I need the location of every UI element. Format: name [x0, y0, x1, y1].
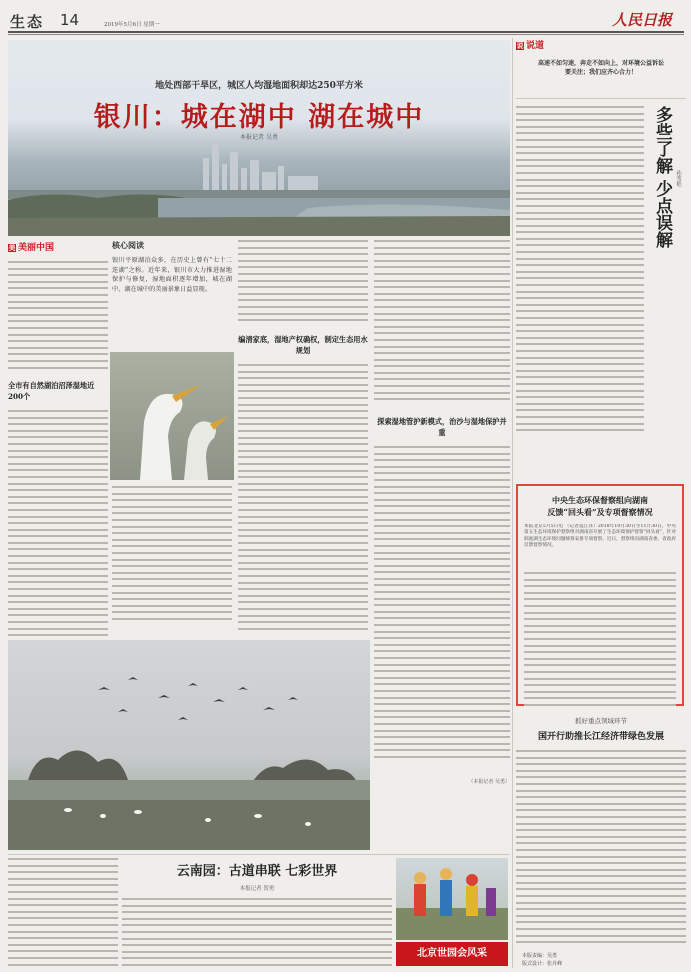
lower-right-story [516, 712, 686, 968]
page-header [0, 0, 691, 36]
sidebar-shuoyuan: 说 说道 高速不如匀速，奔走不如向上，对环境公益诉讼要关注；我们应齐心合力！ 多些了解 少点误解 孙秀艳 [516, 38, 686, 438]
lower-kicker: 抓好重点领域环节 [575, 717, 627, 725]
subhead-1: 全市有自然湖泊沼泽湿地近200个 [8, 381, 95, 401]
middle-column [238, 240, 368, 635]
sidebar-vertical-title: 多些了解 少点误解 [652, 106, 672, 248]
reporter-sign: （本报记者 吴勇） [468, 779, 510, 785]
core-reading-body: 银川平原湖泊众多，在历史上曾有“七十二连湖”之称。近年来，银川市大力推进湿地保护与修复，湿地面积逐年增加，城在湖中、湖在城中的美丽景象日益显现。 [112, 257, 232, 293]
issue-date: 2019年5月6日 星期一 [104, 22, 160, 28]
story-kicker: 地处西部干旱区，城区人均湿地面积却达250平方米 [155, 81, 363, 91]
expo-banner [396, 942, 508, 966]
column-label: 美丽中国 [18, 243, 55, 253]
subhead-3: 探索湿地管护新模式，治沙与湿地保护并重 [377, 417, 507, 437]
third-column [374, 240, 510, 785]
masthead: 人民日报 [612, 11, 673, 29]
yunnan-story [122, 858, 392, 968]
story-byline: 本报记者 吴勇 [240, 134, 278, 141]
bottom-left-column [8, 858, 118, 968]
yunnan-headline: 云南园：古道串联 七彩世界 [176, 864, 338, 879]
editors-line-2: 版式设计：张丹峰 [522, 961, 563, 967]
section-name: 生态 [10, 13, 45, 31]
boxed-story [516, 484, 684, 706]
egret-photo [110, 352, 234, 480]
page-number: 14 [60, 11, 80, 29]
yunnan-byline: 本报记者 贺勇 [239, 886, 275, 892]
expo-photo [396, 858, 508, 940]
subhead-2: 编清家底，湿地产权确权，制定生态用水规划 [238, 335, 368, 355]
story-headline: 银川：城在湖中 湖在城中 [93, 102, 425, 133]
header-rule [8, 31, 684, 33]
expo-banner-label: 北京世园会风采 [417, 948, 487, 959]
sidebar-lead: 高速不如匀速，奔走不如向上，对环境公益诉讼要关注；我们应齐心合力！ [537, 60, 664, 76]
sidebar-tag: 说道 [526, 41, 545, 51]
boxed-body: 本报北京5月5日电 （记者寇江泽）2018年10月30日至11月30日，中央第五生态环境保护督察组对湖南省开展了生态环境保护督察“回头看”，针对洞庭湖生态环境问题统筹安排专项督察。近日，督察组向湖南省委、省政府反馈督察情况。 [524, 524, 676, 549]
sidebar-author: 孙秀艳 [675, 170, 681, 187]
column-meiliz: 美 美丽中国 全市有自然湖泊沼泽湿地近200个 [8, 240, 108, 712]
boxed-headline-1: 中央生态环保督察组向湖南 [552, 495, 648, 505]
core-reading-label: 核心阅读 [112, 240, 144, 250]
boxed-headline-2: 反馈“回头看”及专项督察情况 [547, 507, 653, 517]
core-reading [112, 240, 232, 348]
left-lower-text [112, 486, 232, 626]
lower-headline: 国开行助推长江经济带绿色发展 [537, 732, 664, 742]
lake-birds-photo [8, 640, 370, 850]
hero-photo [8, 40, 510, 236]
editors-line-1: 本版责编：吴勇 [522, 953, 558, 959]
